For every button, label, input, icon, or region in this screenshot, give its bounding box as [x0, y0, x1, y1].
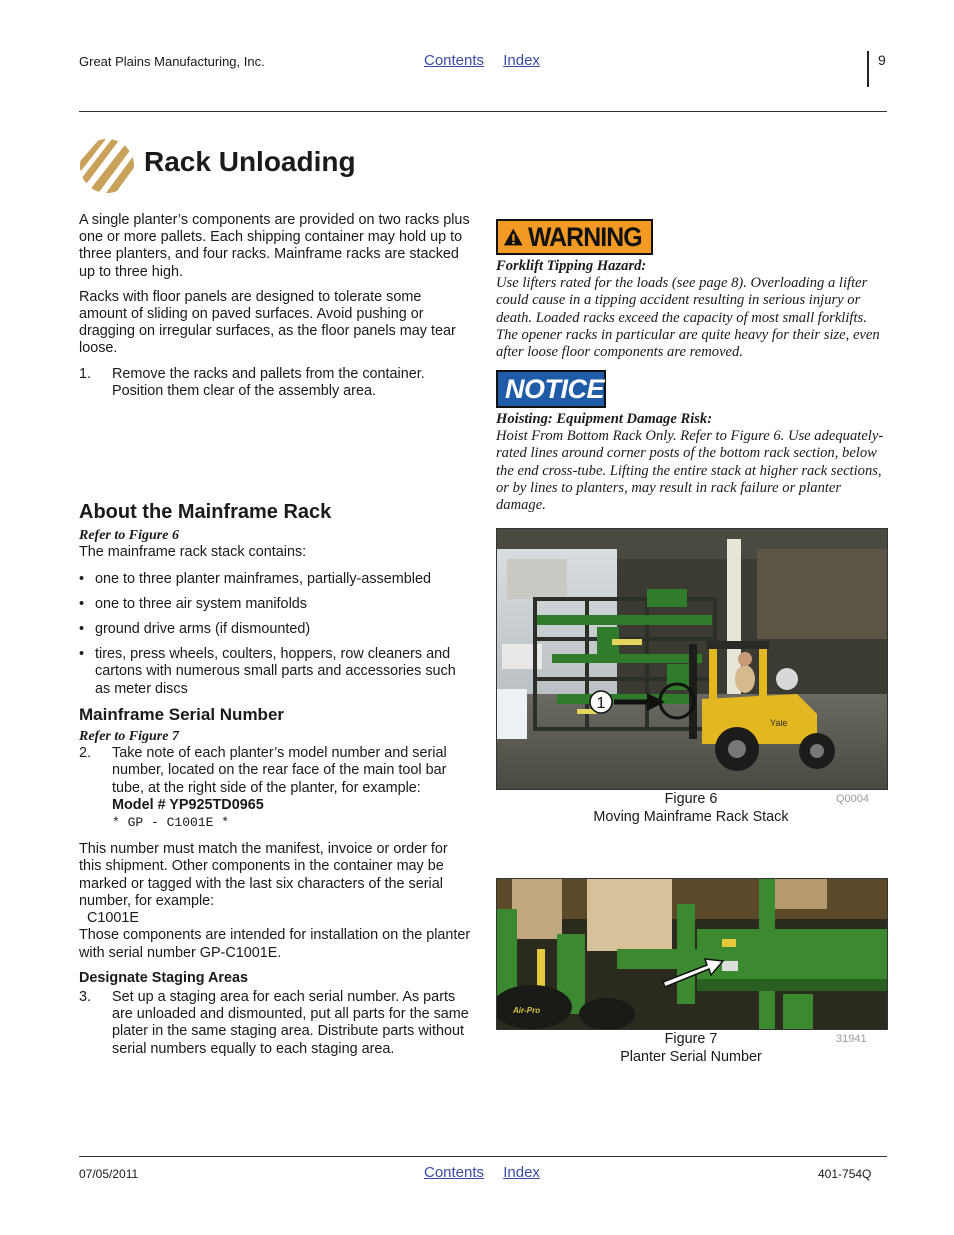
- figure-6-code: Q0004: [836, 793, 870, 805]
- rack-contents-list: [79, 571, 471, 698]
- figure-7-code: 31941: [836, 1033, 867, 1045]
- serial-figure-reference: Refer to Figure 7: [79, 729, 179, 745]
- intro-paragraph-1: A single planter’s components are provided on two racks plus one or more pallets. Each shipping container may hold up to three planters, and four racks. Mainframe racks are stacked up to three high.: [79, 212, 470, 280]
- warning-message: [496, 258, 888, 361]
- step-1: [79, 366, 471, 400]
- about-lead: The mainframe rack stack contains:: [79, 544, 307, 561]
- tire-brand-text: Air-Pro: [513, 1006, 541, 1015]
- step-text: Take note of each planter’s model number and serial number, located on the rear face of the main tool bar tube, at the right side of the planter, for example:: [112, 745, 447, 796]
- figure-7-caption: [496, 1031, 886, 1066]
- figure-7-title: Planter Serial Number: [620, 1048, 762, 1065]
- list-item: • ground drive arms (if dismounted): [79, 621, 311, 638]
- header-rule: [79, 111, 887, 112]
- forklift-brand-text: Yale: [770, 718, 788, 728]
- notice-signal-word: [496, 370, 606, 408]
- notice-label: NOTICE: [505, 374, 605, 404]
- figure-6-photo: [496, 528, 888, 790]
- figure-6-title: Moving Mainframe Rack Stack: [593, 808, 789, 825]
- warning-title: Forklift Tipping Hazard:: [496, 258, 647, 274]
- model-number: Model # YP925TD0965: [112, 796, 264, 813]
- page-number: 9: [878, 52, 886, 68]
- serial-code: * GP - C1001E *: [112, 815, 230, 831]
- step-text: Set up a staging area for each serial number. As parts are unloaded and dismounted, put all parts for the same plater in the same staging area. Distribute parts without serial numbers equally to each staging area.: [112, 988, 469, 1057]
- footer-rule: [79, 1156, 887, 1157]
- notice-body: Hoist From Bottom Rack Only. Refer to Figure 6. Use adequately-rated lines around corner posts of the bottom rack section, below the end cross-tube. Lifting the entire stack at higher rack sections, or by lines to planters, may result in rack failure or planter damage.: [496, 428, 884, 514]
- header-contents-link[interactable]: Contents: [424, 52, 485, 69]
- serial-example: C1001E: [87, 910, 140, 927]
- header-company: Great Plains Manufacturing, Inc.: [79, 54, 265, 69]
- warning-label: WARNING: [527, 221, 642, 252]
- header-divider: [867, 51, 869, 87]
- step-text: Remove the racks and pallets from the container. Position them clear of the assembly area.: [112, 365, 425, 399]
- footer-date: 07/05/2011: [79, 1167, 139, 1181]
- staging-heading: Designate Staging Areas: [79, 969, 249, 986]
- serial-paragraph-2: Those components are intended for installation on the planter with serial number GP-C1001E.: [79, 927, 471, 961]
- left-column: [79, 212, 471, 1058]
- footer-doc-number: 401-754Q: [818, 1167, 872, 1181]
- intro-paragraph-2: Racks with floor panels are designed to tolerate some amount of sliding on paved surfaces. Avoid pushing or dragging on irregular surfaces, as the floor panels may tear loose.: [79, 288, 456, 357]
- header-links: [424, 52, 555, 69]
- warning-triangle-icon: [503, 227, 524, 247]
- notice-message: [496, 411, 888, 514]
- warning-signal-word: [496, 219, 653, 255]
- footer-links: [424, 1164, 555, 1181]
- step-2: [79, 745, 471, 831]
- step-number: 1.: [79, 365, 92, 382]
- figure-6-caption: [496, 791, 886, 826]
- step-number: 3.: [79, 988, 92, 1005]
- footer-contents-link[interactable]: Contents: [424, 1164, 485, 1181]
- about-figure-reference: Refer to Figure 6: [79, 528, 179, 544]
- list-item: • one to three air system manifolds: [79, 595, 307, 612]
- list-item: • one to three planter mainframes, partially-assembled: [79, 570, 431, 587]
- step-number: 2.: [79, 745, 92, 762]
- figure-6-label: Figure 6: [664, 791, 718, 807]
- footer-index-link[interactable]: Index: [503, 1164, 540, 1181]
- great-plains-logo-icon: [79, 137, 135, 195]
- notice-title: Hoisting: Equipment Damage Risk:: [496, 411, 713, 427]
- warning-body: Use lifters rated for the loads (see page 8). Overloading a lifter could cause in a tipping accident resulting in serious injury or death. Loaded racks exceed the capacity of most small forklifts. The opener racks in particular are quite heavy for their size, even after loose floor components are removed.: [496, 275, 880, 361]
- step-3: [79, 989, 471, 1058]
- list-item: • tires, press wheels, coulters, hoppers, row cleaners and cartons with numerous small parts and accessories such as meter discs: [79, 646, 456, 697]
- page-title: Rack Unloading: [144, 146, 356, 177]
- figure-7-label: Figure 7: [664, 1031, 718, 1047]
- serial-heading: Mainframe Serial Number: [79, 704, 285, 724]
- about-heading: About the Mainframe Rack: [79, 501, 332, 524]
- header-index-link[interactable]: Index: [503, 52, 540, 69]
- serial-paragraph-1: This number must match the manifest, invoice or order for this shipment. Other components in the container may be marked or tagged with the last six characters of the serial number, for example:: [79, 841, 448, 909]
- figure-6-callout: 1: [596, 695, 606, 712]
- figure-7-photo: [496, 878, 888, 1030]
